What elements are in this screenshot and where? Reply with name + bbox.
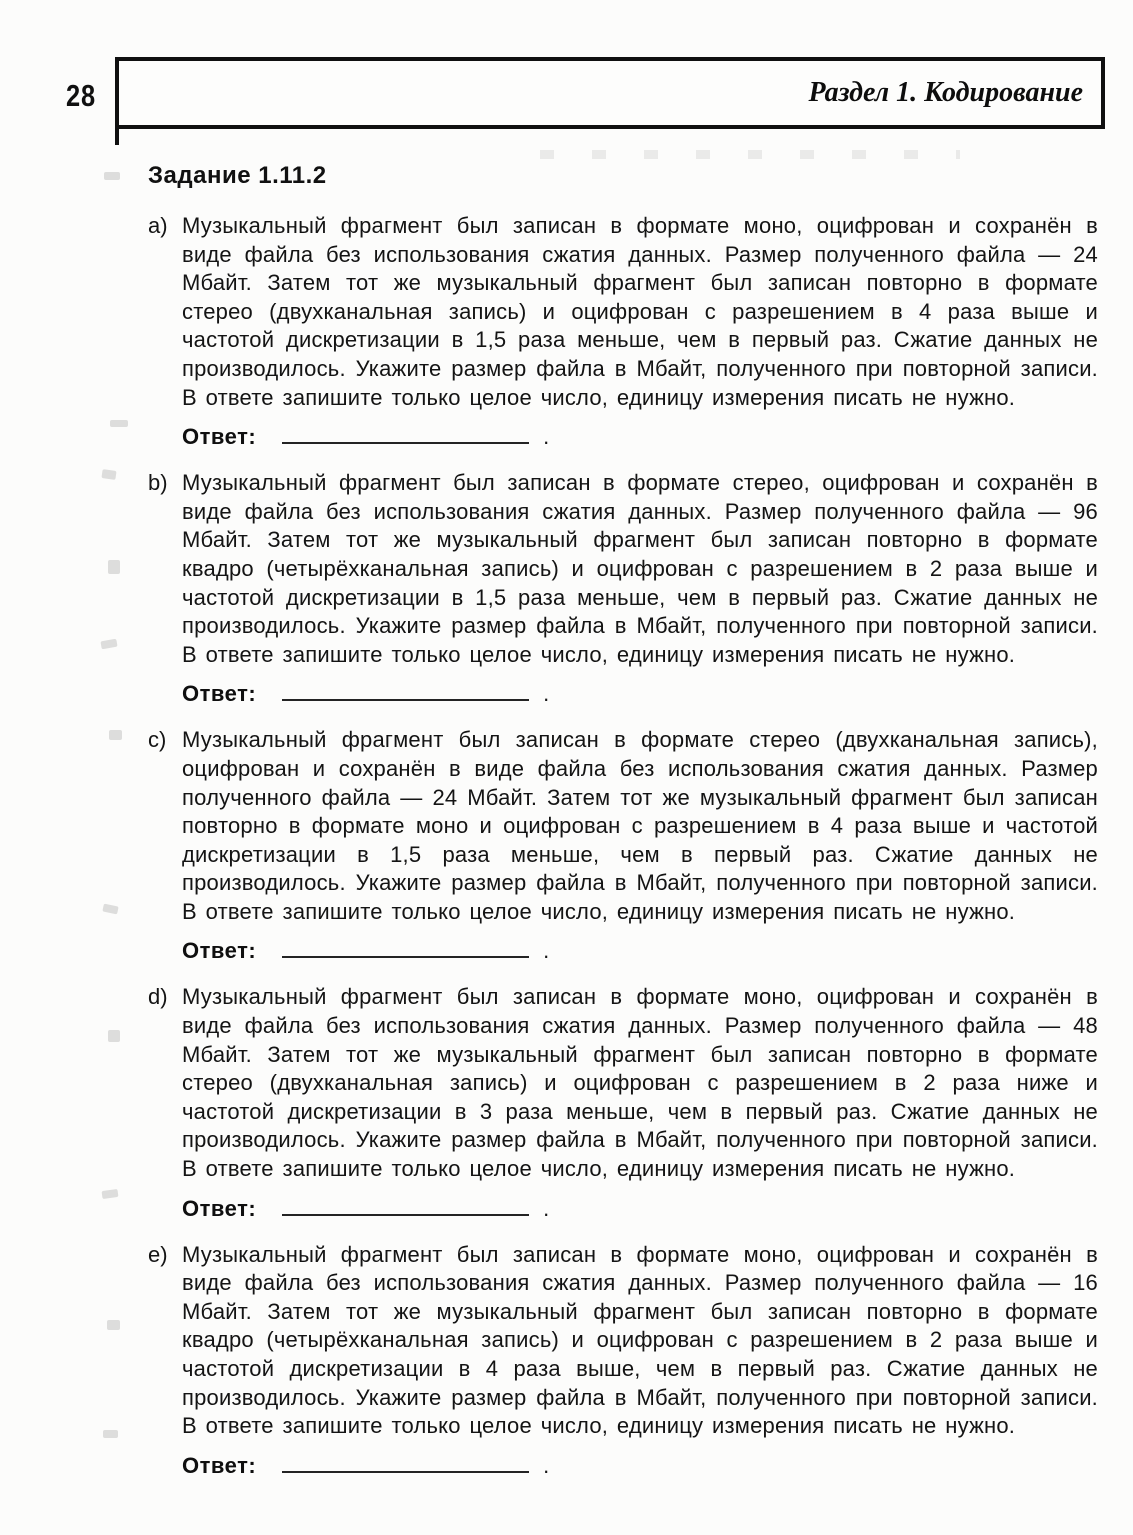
task-item — [148, 212, 1098, 469]
task-text: Музыкальный фрагмент был записан в формате стерео (двухканальная запись), оцифрован и сохранён в виде файла без использования сжатия данных. Размер полученного файла — 24 Мбайт. Затем тот же музыкальный фрагмент был записан повторно в формате моно и оцифрован с разрешением в 4 раза выше и частотой дискретизации в 1,5 раза меньше, чем в первый раз. Сжатие данных не производилось. Укажите размер файла в Мбайт, полученного при повторной записи. В ответе запишите только целое число, единицу измерения писать не нужно. — [182, 727, 1098, 924]
answer-line — [182, 936, 1098, 966]
task-list — [148, 212, 1098, 1498]
answer-label: Ответ: — [182, 681, 257, 707]
task-item-label: e) — [148, 1241, 168, 1267]
task-item-label: c) — [148, 727, 167, 753]
answer-blank-field[interactable] — [282, 1194, 529, 1216]
answer-label: Ответ: — [182, 424, 257, 450]
task-item — [148, 983, 1098, 1240]
answer-blank-field[interactable] — [282, 679, 529, 701]
answer-label: Ответ: — [182, 1452, 257, 1478]
task-text: Музыкальный фрагмент был записан в формате стерео, оцифрован и сохранён в виде файла без использования сжатия данных. Размер полученного файла — 96 Мбайт. Затем тот же музыкальный фрагмент был записан повторно в формате квадро (четырёхканальная запись) и оцифрован с разрешением в 2 раза выше и частотой дискретизации в 1,5 раза меньше, чем в первый раз. Сжатие данных не производилось. Укажите размер файла в Мбайт, полученного при повторной записи. В ответе запишите только целое число, единицу измерения писать не нужно. — [182, 470, 1098, 667]
answer-period: . — [543, 1452, 550, 1478]
scan-artifact — [108, 1030, 120, 1042]
answer-line — [182, 1451, 1098, 1481]
task-title: Задание 1.11.2 — [148, 162, 327, 189]
task-item-label: d) — [148, 984, 168, 1010]
answer-blank-field[interactable] — [282, 422, 529, 444]
task-item-body — [182, 983, 1098, 1240]
scan-artifact — [102, 904, 118, 915]
task-item-body — [182, 212, 1098, 469]
answer-line — [182, 679, 1098, 709]
scan-artifact — [110, 420, 128, 427]
section-header-box — [115, 57, 1105, 129]
answer-period: . — [543, 424, 550, 450]
scan-artifact — [103, 1430, 118, 1438]
scan-artifact — [104, 172, 120, 180]
scan-artifact — [100, 639, 117, 650]
task-item-body — [182, 726, 1098, 983]
task-item — [148, 469, 1098, 726]
scan-artifact — [109, 730, 122, 740]
answer-label: Ответ: — [182, 938, 257, 964]
scan-artifact — [101, 469, 116, 480]
task-item — [148, 1241, 1098, 1498]
page-number: 28 — [66, 78, 96, 113]
answer-blank-field[interactable] — [282, 1451, 529, 1473]
scan-artifact — [108, 560, 120, 574]
page-content — [148, 162, 1098, 1498]
scan-smudge — [540, 150, 960, 159]
answer-blank-field[interactable] — [282, 936, 529, 958]
header-left-rule — [115, 129, 119, 145]
task-item-body — [182, 1241, 1098, 1498]
scan-artifact — [102, 1189, 119, 1199]
answer-period: . — [543, 1195, 550, 1221]
task-text: Музыкальный фрагмент был записан в формате моно, оцифрован и сохранён в виде файла без использования сжатия данных. Размер полученного файла — 48 Мбайт. Затем тот же музыкальный фрагмент был записан повторно в формате стерео (двухканальная запись) и оцифрован с разрешением в 2 раза ниже и частотой дискретизации в 3 раза меньше, чем в первый раз. Сжатие данных не производилось. Укажите размер файла в Мбайт, полученного при повторной записи. В ответе запишите только целое число, единицу измерения писать не нужно. — [182, 984, 1098, 1182]
task-text: Музыкальный фрагмент был записан в формате моно, оцифрован и сохранён в виде файла без использования сжатия данных. Размер полученного файла — 16 Мбайт. Затем тот же музыкальный фрагмент был записан повторно в формате квадро (четырёхканальная запись) и оцифрован с разрешением в 2 раза выше и частотой дискретизации в 4 раза выше, чем в первый раз. Сжатие данных не производилось. Укажите размер файла в Мбайт, полученного при повторной записи. В ответе запишите только целое число, единицу измерения писать не нужно. — [182, 1241, 1098, 1439]
answer-period: . — [543, 938, 550, 964]
answer-line — [182, 422, 1098, 452]
task-item — [148, 726, 1098, 983]
answer-period: . — [543, 681, 550, 707]
task-item-body — [182, 469, 1098, 726]
scan-artifact — [107, 1320, 120, 1330]
task-item-label: b) — [148, 470, 168, 496]
answer-line — [182, 1194, 1098, 1224]
task-text: Музыкальный фрагмент был записан в формате моно, оцифрован и сохранён в виде файла без использования сжатия данных. Размер полученного файла — 24 Мбайт. Затем тот же музыкальный фрагмент был записан повторно в формате стерео (двухканальная запись) и оцифрован с разрешением в 4 раза выше и частотой дискретизации в 1,5 раза меньше, чем в первый раз. Сжатие данных не производилось. Укажите размер файла в Мбайт, полученного при повторной записи. В ответе запишите только целое число, единицу измерения писать не нужно. — [182, 213, 1098, 410]
task-item-label: a) — [148, 213, 168, 238]
section-title: Раздел 1. Кодирование — [808, 77, 1083, 108]
answer-label: Ответ: — [182, 1195, 257, 1221]
